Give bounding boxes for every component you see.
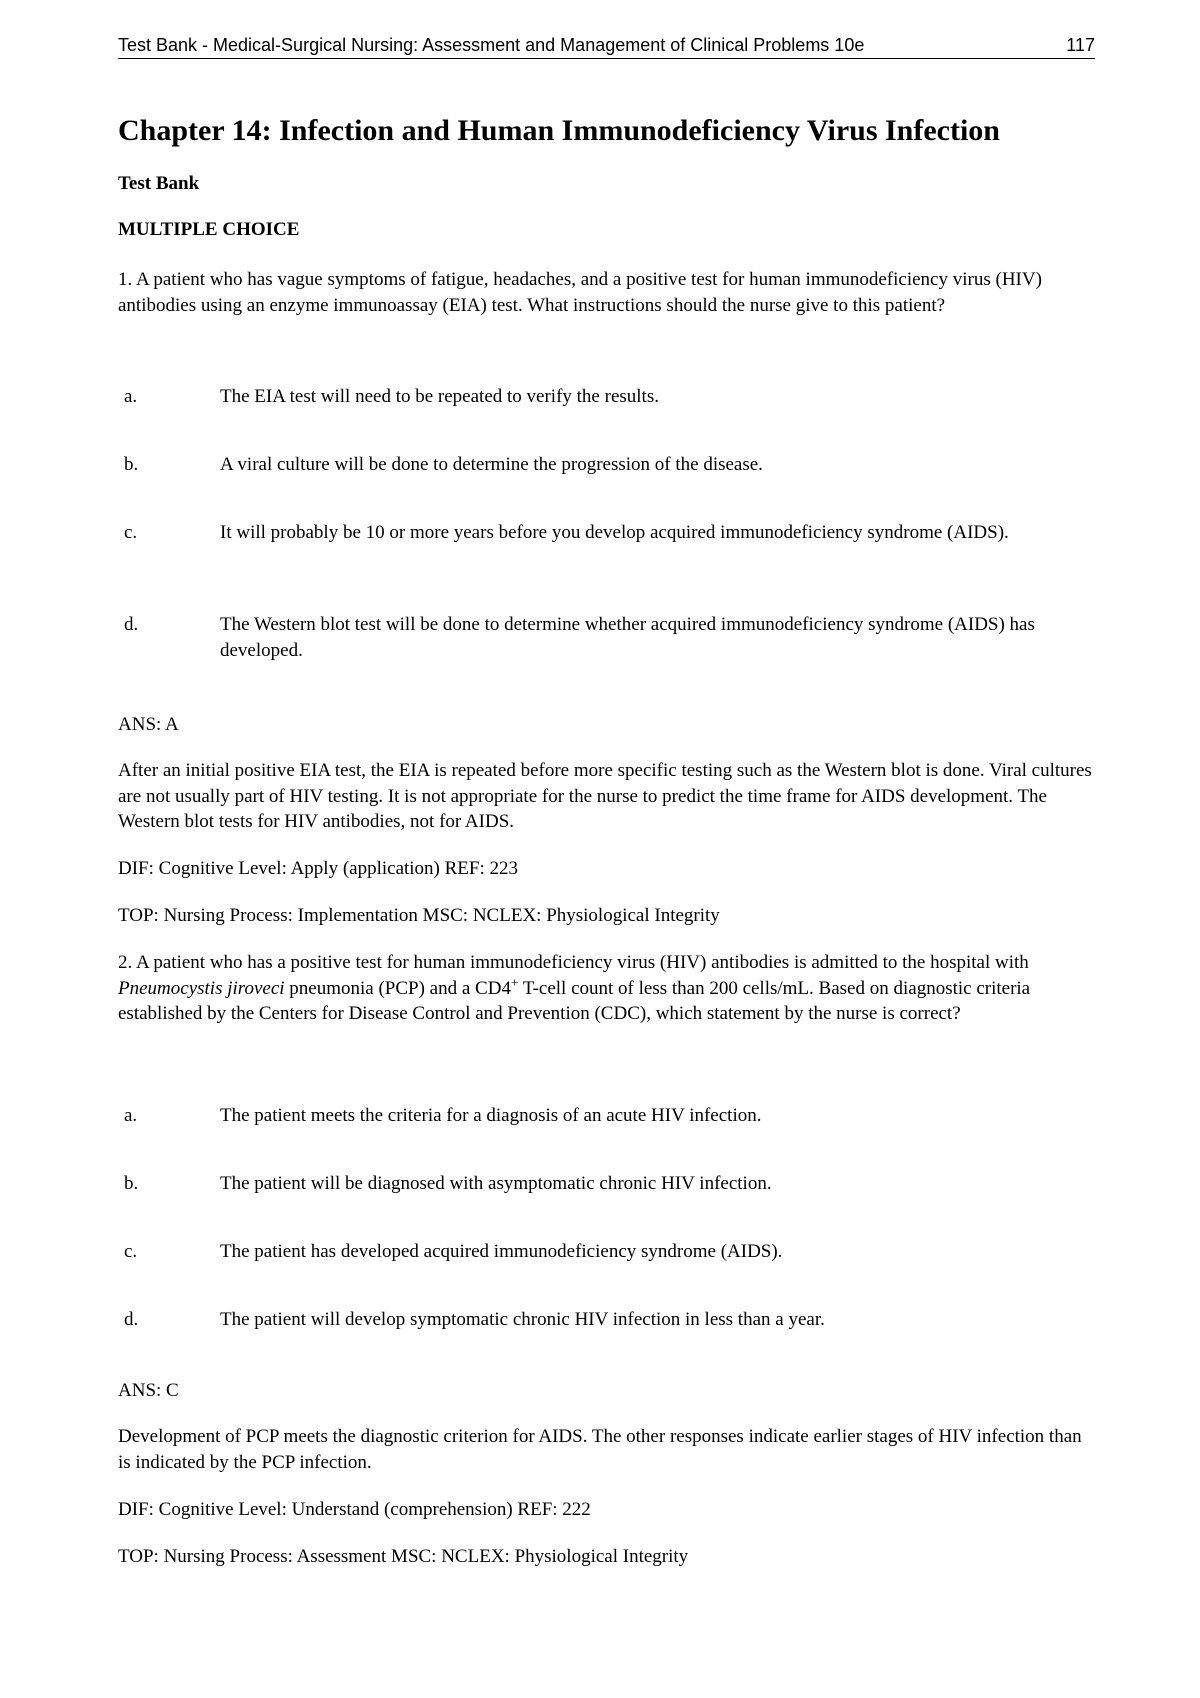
option-letter: c. <box>124 522 138 543</box>
chapter-title: Chapter 14: Infection and Human Immunodeficiency Virus Infection <box>118 114 1000 147</box>
option-letter: b. <box>124 454 139 475</box>
section-label: Test Bank <box>118 173 200 194</box>
question-2-rationale: Development of PCP meets the diagnostic criterion for AIDS. The other responses indicate earlier stages of HIV infection than is indicated by the PCP infection. <box>118 1426 1082 1473</box>
option-text: It will probably be 10 or more years before you develop acquired immunodeficiency syndrome (AIDS). <box>220 522 1009 543</box>
question-2-answer: ANS: C <box>118 1380 179 1401</box>
option-text: A viral culture will be done to determine the progression of the disease. <box>220 454 763 475</box>
page-number: 117 <box>1066 35 1095 55</box>
option-text: The patient will be diagnosed with asymptomatic chronic HIV infection. <box>220 1173 772 1194</box>
option-letter: a. <box>124 386 138 407</box>
question-2-top: TOP: Nursing Process: Assessment MSC: NCLEX: Physiological Integrity <box>118 1546 689 1567</box>
header-title: Test Bank - Medical-Surgical Nursing: Assessment and Management of Clinical Problems 10e <box>118 35 865 55</box>
stem-text: 2. A patient who has a positive test for human immunodeficiency virus (HIV) antibodies is admitted to the hospital with <box>118 952 1029 973</box>
question-1-stem: 1. A patient who has vague symptoms of fatigue, headaches, and a positive test for human immunodeficiency virus (HIV) antibodies using an enzyme immunoassay (EIA) test. What instructions should the nurse give to this patient? <box>118 269 1042 316</box>
question-1-answer: ANS: A <box>118 714 179 735</box>
option-text: The patient has developed acquired immunodeficiency syndrome (AIDS). <box>220 1241 783 1262</box>
option-letter: d. <box>124 614 139 635</box>
question-1-dif: DIF: Cognitive Level: Apply (application) REF: 223 <box>118 858 519 879</box>
question-1-rationale: After an initial positive EIA test, the EIA is repeated before more specific testing such as the Western blot is done. Viral cultures are not usually part of HIV testing. It is not appropriate for the nurse to predict the time frame for AIDS development. The Western blot tests for HIV antibodies, not for AIDS. <box>118 760 1092 832</box>
superscript-plus: + <box>510 974 519 990</box>
organism-name: Pneumocystis jiroveci <box>118 977 285 999</box>
page-header <box>118 34 1095 59</box>
option-letter: d. <box>124 1309 139 1330</box>
option-text: The EIA test will need to be repeated to verify the results. <box>220 386 659 407</box>
question-2-stem <box>118 950 1095 1027</box>
stem-text: pneumonia (PCP) and a CD4 <box>284 977 511 999</box>
stem-text: T-cell count of less than 200 cells/mL. Based on diagnostic criteria established by the Centers for Disease Control and Prevention (CDC), which statement by the nurse is correct? <box>118 977 1031 1024</box>
question-1-top: TOP: Nursing Process: Implementation MSC: NCLEX: Physiological Integrity <box>118 905 720 926</box>
option-letter: a. <box>124 1105 138 1126</box>
option-letter: b. <box>124 1173 139 1194</box>
option-text: The patient will develop symptomatic chronic HIV infection in less than a year. <box>220 1309 825 1330</box>
option-text: The Western blot test will be done to determine whether acquired immunodeficiency syndrome (AIDS) has developed. <box>220 614 1035 661</box>
option-letter: c. <box>124 1241 138 1262</box>
question-2-dif: DIF: Cognitive Level: Understand (comprehension) REF: 222 <box>118 1499 591 1520</box>
option-text: The patient meets the criteria for a diagnosis of an acute HIV infection. <box>220 1105 762 1126</box>
question-type-heading: MULTIPLE CHOICE <box>118 219 300 240</box>
